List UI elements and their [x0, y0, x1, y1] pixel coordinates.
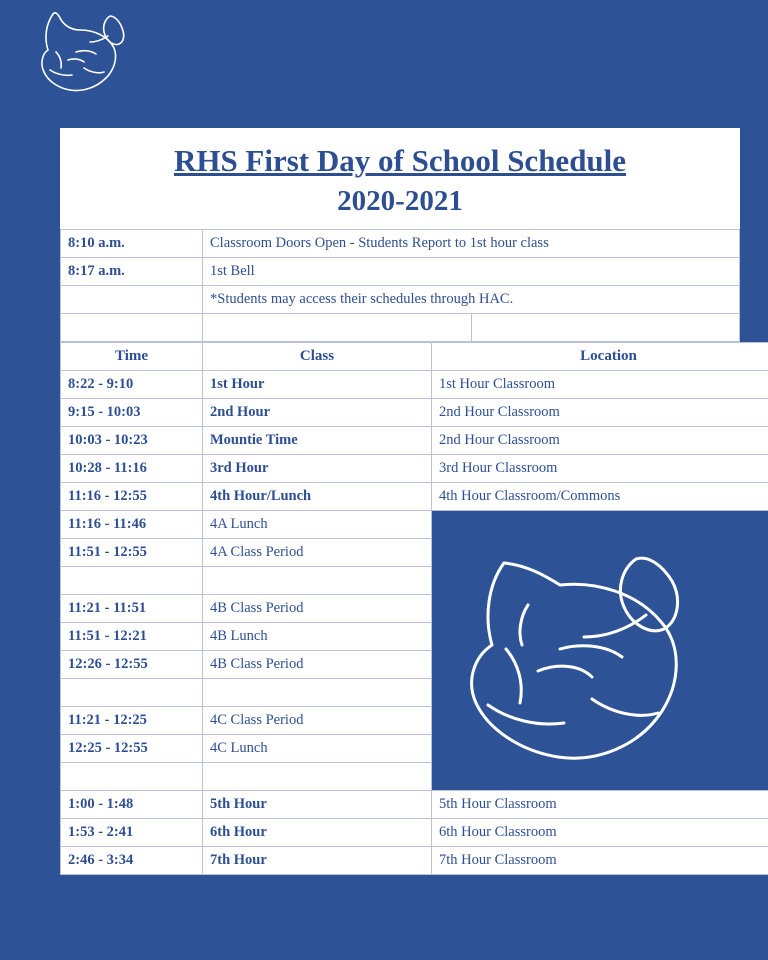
table-row	[61, 511, 768, 539]
row-time: 11:16 - 11:46	[61, 511, 203, 539]
row-class: 6th Hour	[203, 819, 432, 847]
note-time: 8:10 a.m.	[61, 230, 203, 258]
row-time: 2:46 - 3:34	[61, 847, 203, 875]
spacer-cell	[203, 763, 432, 791]
row-location-empty	[432, 511, 768, 539]
spacer-cell	[432, 679, 768, 707]
row-time: 10:28 - 11:16	[61, 455, 203, 483]
spacer-cell	[203, 314, 472, 342]
note-text: 1st Bell	[203, 258, 740, 286]
spacer-cell	[61, 763, 203, 791]
row-time: 11:51 - 12:21	[61, 623, 203, 651]
spacer-cell	[203, 567, 432, 595]
table-row	[61, 427, 768, 455]
row-location: 3rd Hour Classroom	[432, 455, 768, 483]
row-location-empty	[432, 539, 768, 567]
row-time: 11:16 - 12:55	[61, 483, 203, 511]
note-time	[61, 286, 203, 314]
table-row-spacer	[61, 679, 768, 707]
row-time: 11:21 - 11:51	[61, 595, 203, 623]
table-row	[61, 483, 768, 511]
row-class: 4A Lunch	[203, 511, 432, 539]
spacer-cell	[432, 567, 768, 595]
row-time: 11:21 - 12:25	[61, 707, 203, 735]
page-title: RHS First Day of School Schedule	[173, 143, 627, 178]
spacer-cell	[61, 679, 203, 707]
row-class: 7th Hour	[203, 847, 432, 875]
row-time: 12:26 - 12:55	[61, 651, 203, 679]
row-location: 2nd Hour Classroom	[432, 399, 768, 427]
table-row	[61, 791, 768, 819]
table-row	[61, 230, 740, 258]
row-location-empty	[432, 651, 768, 679]
row-time: 9:15 - 10:03	[61, 399, 203, 427]
table-row	[61, 539, 768, 567]
row-class: 1st Hour	[203, 371, 432, 399]
row-class: 4C Class Period	[203, 707, 432, 735]
schedule-document	[60, 128, 740, 875]
row-time: 8:22 - 9:10	[61, 371, 203, 399]
note-time: 8:17 a.m.	[61, 258, 203, 286]
row-class: 4C Lunch	[203, 735, 432, 763]
row-class: 4A Class Period	[203, 539, 432, 567]
table-row	[61, 399, 768, 427]
row-location-empty	[432, 595, 768, 623]
table-row-spacer	[61, 763, 768, 791]
table-row	[61, 735, 768, 763]
column-header-location: Location	[432, 343, 768, 371]
spacer-cell	[203, 679, 432, 707]
row-location: 2nd Hour Classroom	[432, 427, 768, 455]
table-row	[61, 595, 768, 623]
table-header-row	[61, 343, 768, 371]
table-row	[61, 371, 768, 399]
spacer-cell	[61, 567, 203, 595]
row-class: 3rd Hour	[203, 455, 432, 483]
row-location-empty	[432, 735, 768, 763]
table-row-spacer	[61, 567, 768, 595]
row-class: Mountie Time	[203, 427, 432, 455]
row-class: 4th Hour/Lunch	[203, 483, 432, 511]
row-time: 11:51 - 12:55	[61, 539, 203, 567]
spacer-cell	[432, 763, 768, 791]
row-class: 4B Class Period	[203, 651, 432, 679]
row-time: 12:25 - 12:55	[61, 735, 203, 763]
column-header-class: Class	[203, 343, 432, 371]
table-row	[61, 623, 768, 651]
table-row	[61, 847, 768, 875]
row-class: 5th Hour	[203, 791, 432, 819]
row-class: 2nd Hour	[203, 399, 432, 427]
row-time: 1:00 - 1:48	[61, 791, 203, 819]
table-row	[61, 819, 768, 847]
row-location: 1st Hour Classroom	[432, 371, 768, 399]
row-class: 4B Lunch	[203, 623, 432, 651]
row-location: 5th Hour Classroom	[432, 791, 768, 819]
mountie-mascot-logo-icon	[22, 8, 132, 108]
schedule-table	[60, 342, 768, 875]
table-row	[61, 707, 768, 735]
table-row	[61, 258, 740, 286]
table-row	[61, 286, 740, 314]
notes-table	[60, 229, 740, 342]
row-time: 10:03 - 10:23	[61, 427, 203, 455]
row-location-empty	[432, 623, 768, 651]
row-class: 4B Class Period	[203, 595, 432, 623]
row-location-empty	[432, 707, 768, 735]
spacer-cell	[61, 314, 203, 342]
table-row	[61, 651, 768, 679]
row-location: 4th Hour Classroom/Commons	[432, 483, 768, 511]
table-row	[61, 455, 768, 483]
row-time: 1:53 - 2:41	[61, 819, 203, 847]
page-subtitle: 2020-2021	[337, 184, 463, 217]
column-header-time: Time	[61, 343, 203, 371]
table-row-spacer	[61, 314, 740, 342]
row-location: 6th Hour Classroom	[432, 819, 768, 847]
note-text: Classroom Doors Open - Students Report to 1st hour class	[203, 230, 740, 258]
spacer-cell	[471, 314, 740, 342]
title-block	[60, 128, 740, 229]
note-text: *Students may access their schedules through HAC.	[203, 286, 740, 314]
row-location: 7th Hour Classroom	[432, 847, 768, 875]
